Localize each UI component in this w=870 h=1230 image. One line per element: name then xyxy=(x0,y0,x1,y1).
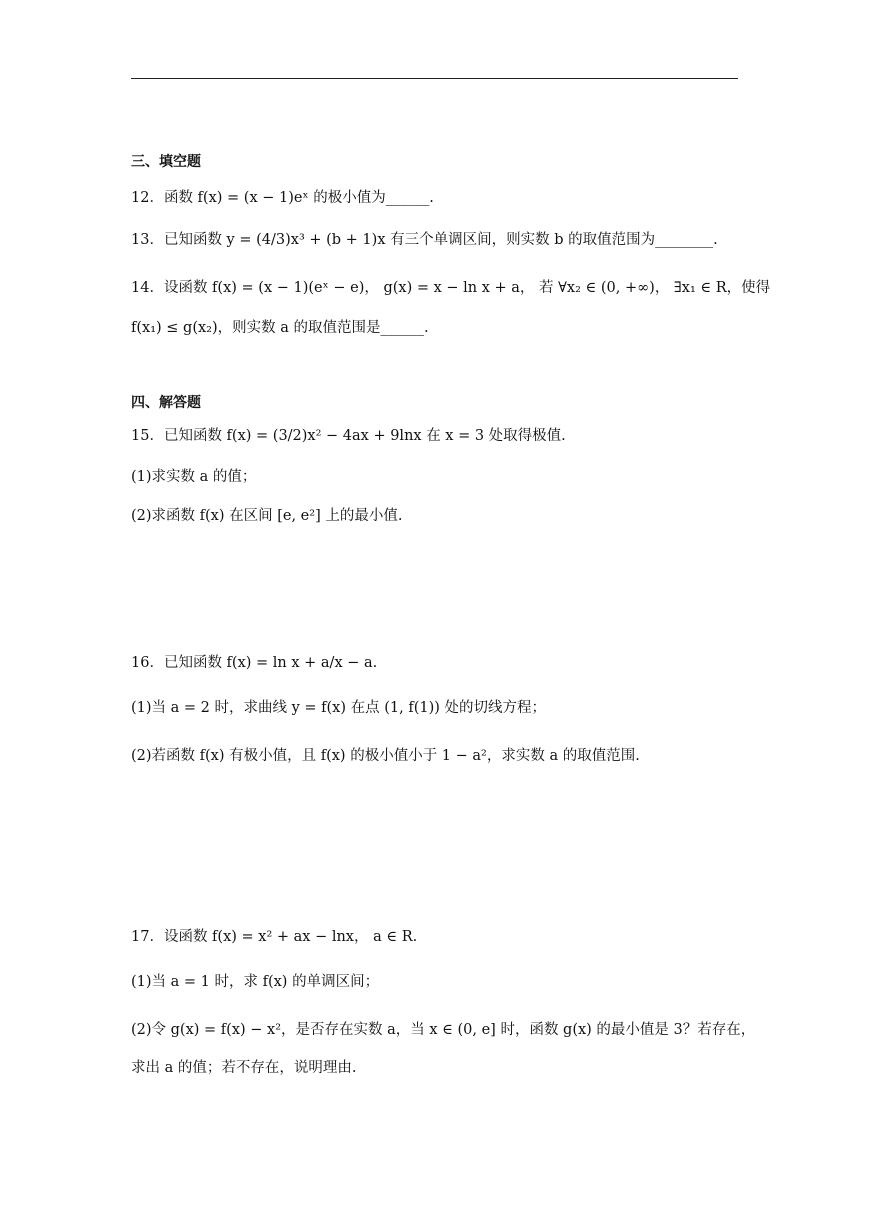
question-12: 12．函数 f(x) = (x − 1)eˣ 的极小值为______. xyxy=(131,190,434,206)
question-15-part-2: (2)求函数 f(x) 在区间 [e, e²] 上的最小值. xyxy=(131,508,403,524)
question-16-part-1: (1)当 a = 2 时，求曲线 y = f(x) 在点 (1, f(1)) 处的切线方程； xyxy=(131,700,547,716)
question-13: 13．已知函数 y = (4/3)x³ + (b + 1)x 有三个单调区间，则实数 b 的取值范围为________. xyxy=(131,232,718,248)
header-rule xyxy=(131,78,738,79)
question-17-part-1: (1)当 a = 1 时，求 f(x) 的单调区间； xyxy=(131,974,380,990)
question-14: 14．设函数 f(x) = (x − 1)(eˣ − e)， g(x) = x − ln x + a， 若 ∀x₂ ∈ (0, +∞)， ∃x₁ ∈ R，使得 xyxy=(131,280,771,296)
question-17-part-2-cont: 求出 a 的值；若不存在，说明理由. xyxy=(131,1060,357,1076)
question-16: 16．已知函数 f(x) = ln x + a/x − a. xyxy=(131,655,378,671)
section-title-solve: 四、解答题 xyxy=(131,395,201,411)
question-14-cont: f(x₁) ≤ g(x₂)，则实数 a 的取值范围是______. xyxy=(131,320,429,336)
question-15: 15．已知函数 f(x) = (3/2)x² − 4ax + 9lnx 在 x = 3 处取得极值. xyxy=(131,428,566,444)
question-17-part-2: (2)令 g(x) = f(x) − x²，是否存在实数 a，当 x ∈ (0, e] 时，函数 g(x) 的最小值是 3？若存在， xyxy=(131,1022,756,1038)
question-17: 17．设函数 f(x) = x² + ax − lnx， a ∈ R. xyxy=(131,929,418,945)
question-15-part-1: (1)求实数 a 的值； xyxy=(131,469,257,485)
section-title-fill-in: 三、填空题 xyxy=(131,154,201,170)
question-16-part-2: (2)若函数 f(x) 有极小值，且 f(x) 的极小值小于 1 − a²，求实数 a 的取值范围. xyxy=(131,748,640,764)
